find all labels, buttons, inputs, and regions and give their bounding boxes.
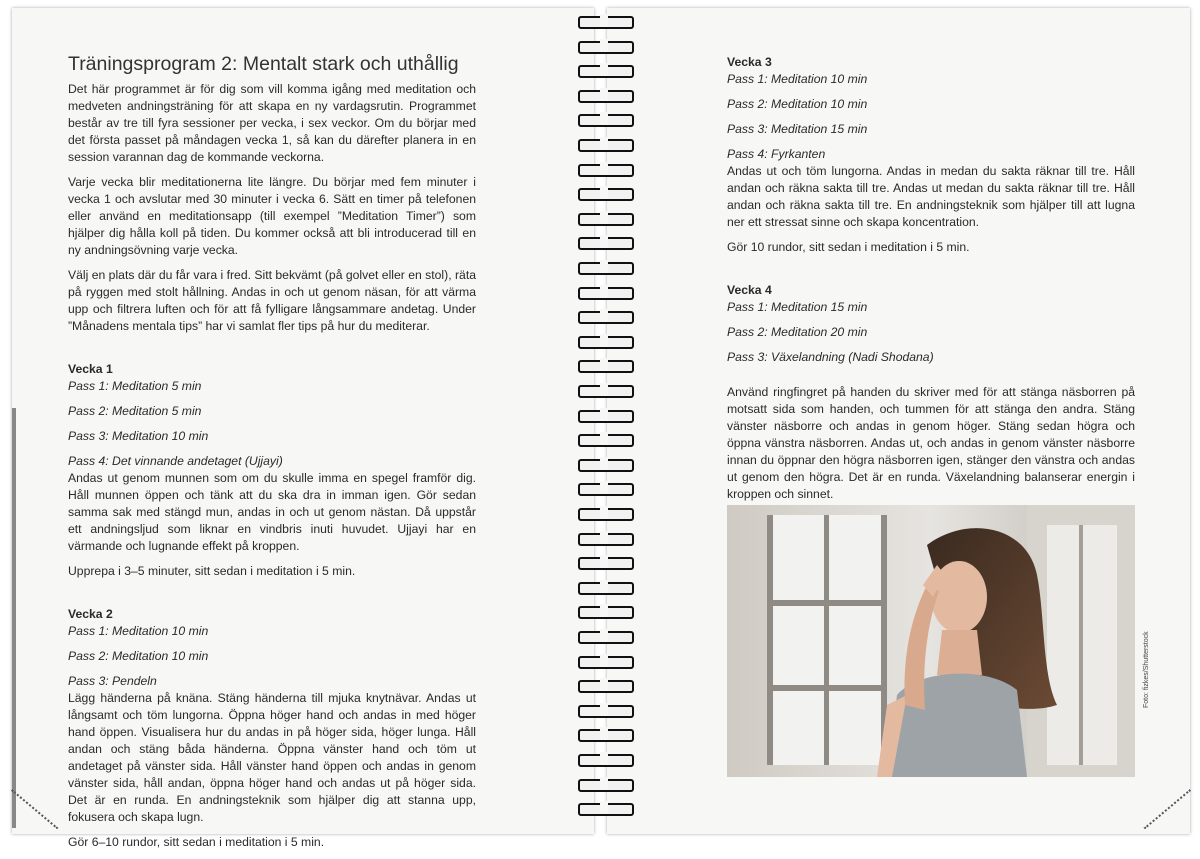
spiral-ring	[576, 235, 632, 248]
spiral-ring	[576, 334, 632, 347]
spiral-ring	[576, 703, 632, 716]
week-3-pass-3: Pass 3: Meditation 15 min	[727, 122, 868, 136]
week-1-pass-2: Pass 2: Meditation 5 min	[68, 404, 202, 418]
spiral-ring	[576, 457, 632, 470]
page-corner-dots	[1144, 789, 1193, 831]
spiral-ring	[576, 309, 632, 322]
spiral-ring	[576, 580, 632, 593]
page-corner-dots	[10, 789, 59, 831]
spiral-ring	[576, 654, 632, 667]
spiral-ring	[576, 727, 632, 740]
week-3-pass-4: Pass 4: Fyrkanten	[727, 147, 826, 161]
spiral-ring	[576, 260, 632, 273]
spiral-ring	[576, 39, 632, 52]
spiral-binding	[576, 14, 632, 834]
spiral-ring	[576, 432, 632, 445]
right-page-content	[727, 54, 1135, 536]
spiral-ring	[576, 112, 632, 125]
left-page-content	[68, 52, 476, 859]
spiral-ring	[576, 14, 632, 27]
spiral-ring	[576, 383, 632, 396]
spiral-ring	[576, 752, 632, 765]
meditation-photo	[727, 505, 1135, 777]
intro-paragraph-2: Varje vecka blir meditationerna lite längre. Du börjar med fem minuter i vecka 1 och avslutar med 30 minuter i vecka 6. Sätt en timer på telefonen eller använd en meditationsapp (till exempel ”Meditation Timer”) som hjälper dig hålla koll på tiden. Du kommer också att bli introducerad till en ny andningsövning varje vecka.	[68, 175, 476, 257]
spiral-ring	[576, 358, 632, 371]
spiral-ring	[576, 555, 632, 568]
spiral-ring	[576, 88, 632, 101]
photo-credit: Foto: fizkes/Shutterstock	[1143, 631, 1150, 708]
week-3-instructions: Andas ut och töm lungorna. Andas in medan du sakta räknar till tre. Håll andan och räkna sakta till tre. Andas ut medan du sakta räknar till tre. Håll andan och räkna sakta till tre. En andningsteknik som hjälper till att lugna ner ett stressat sinne och skapa koncentration.	[727, 164, 1135, 229]
spiral-ring	[576, 506, 632, 519]
program-title: Träningsprogram 2: Mentalt stark och uthållig	[68, 53, 459, 75]
spiral-ring	[576, 162, 632, 175]
spiral-ring	[576, 63, 632, 76]
week-1-instructions: Andas ut genom munnen som om du skulle imma en spegel framför dig. Håll munnen öppen och tänk att du ska dra in imman igen. Gör sedan samma sak med stängd mun, andas in och ut genom nästan. Då uppstår ett andningsljud som liknar en vindbris inuti huvudet. Ujjayi har en värmande och lugnande effekt på kroppen.	[68, 471, 476, 553]
spiral-ring	[576, 137, 632, 150]
week-1-pass-4: Pass 4: Det vinnande andetaget (Ujjayi)	[68, 454, 283, 468]
spiral-ring	[576, 211, 632, 224]
spiral-ring	[576, 531, 632, 544]
page-edge-strip	[12, 408, 16, 828]
week-4-title: Vecka 4	[727, 283, 772, 297]
spiral-ring	[576, 801, 632, 814]
right-page	[607, 8, 1190, 834]
week-2-instructions: Lägg händerna på knäna. Stäng händerna till mjuka knytnävar. Andas ut långsamt och töm lungorna. Öppna höger hand och andas in med höger hand öppen. Visualisera hur du andas in på höger sida, höger lunga. Håll andan och stäng båda händerna. Öppna vänster hand och töm ut andetaget på vänster sida. Håll vänster hand öppen och andas in genom vänster sida, håll andan, öppna höger hand och andas ut på höger sida. Det är en runda. En andningsteknik som hjälper dig att stanna upp, fokusera och skapa lugn.	[68, 691, 476, 824]
week-1-title: Vecka 1	[68, 362, 113, 376]
spiral-ring	[576, 629, 632, 642]
intro-paragraph-3: Välj en plats där du får vara i fred. Sitt bekvämt (på golvet eller en stol), räta på ryggen med stolt hållning. Andas in och ut genom näsan, för att värma upp och filtrera luften och för att få fylligare långsammare andetag. Under ”Månadens mentala tips” har vi samlat fler tips på hur du mediterar.	[68, 268, 476, 333]
week-4-pass-3: Pass 3: Växelandning (Nadi Shodana)	[727, 350, 934, 364]
woman-meditating-illustration	[727, 505, 1135, 777]
spiral-ring	[576, 186, 632, 199]
week-4-pass-2: Pass 2: Meditation 20 min	[727, 325, 868, 339]
spiral-ring	[576, 408, 632, 421]
spiral-ring	[576, 678, 632, 691]
left-page	[12, 8, 594, 849]
week-4-instructions: Använd ringfingret på handen du skriver med för att stänga näsborren på motsatt sida som handen, och tummen för att stänga den andra. Stäng vänster näsborre och andas in genom höger. Stäng sedan högra och öppna vänstra näsborren. Andas ut, och andas in genom vänster näsborre innan du öppnar den högra näsborren igen, stänger den vänstra och andas ut genom den högra. Det är en runda. Växelandning balanserar energin i kroppen och sinnet.	[727, 385, 1135, 501]
spiral-ring	[576, 481, 632, 494]
week-1-pass-1: Pass 1: Meditation 5 min	[68, 379, 202, 393]
intro-paragraph-1: Det här programmet är för dig som vill komma igång med meditation och medveten andningsträning för att skapa en ny vardagsrutin. Programmet består av tre till fyra sessioner per vecka, i sex veckor. Om du börjar med det första passet på måndagen vecka 1, så kan du därefter planera in en session varannan dag de kommande veckorna.	[68, 82, 476, 164]
week-2-pass-2: Pass 2: Meditation 10 min	[68, 649, 209, 663]
week-3-title: Vecka 3	[727, 55, 772, 69]
week-3-repeat: Gör 10 rundor, sitt sedan i meditation i 5 min.	[727, 240, 970, 254]
week-1-repeat: Upprepa i 3–5 minuter, sitt sedan i meditation i 5 min.	[68, 564, 356, 578]
week-4-pass-1: Pass 1: Meditation 15 min	[727, 300, 868, 314]
spiral-ring	[576, 777, 632, 790]
week-2-repeat: Gör 6–10 rundor, sitt sedan i meditation i 5 min.	[68, 835, 325, 849]
week-1-pass-3: Pass 3: Meditation 10 min	[68, 429, 209, 443]
week-3-pass-1: Pass 1: Meditation 10 min	[727, 72, 868, 86]
spiral-ring	[576, 604, 632, 617]
week-3-pass-2: Pass 2: Meditation 10 min	[727, 97, 868, 111]
week-2-title: Vecka 2	[68, 607, 113, 621]
week-2-pass-1: Pass 1: Meditation 10 min	[68, 624, 209, 638]
spiral-ring	[576, 285, 632, 298]
week-2-pass-3: Pass 3: Pendeln	[68, 674, 157, 688]
